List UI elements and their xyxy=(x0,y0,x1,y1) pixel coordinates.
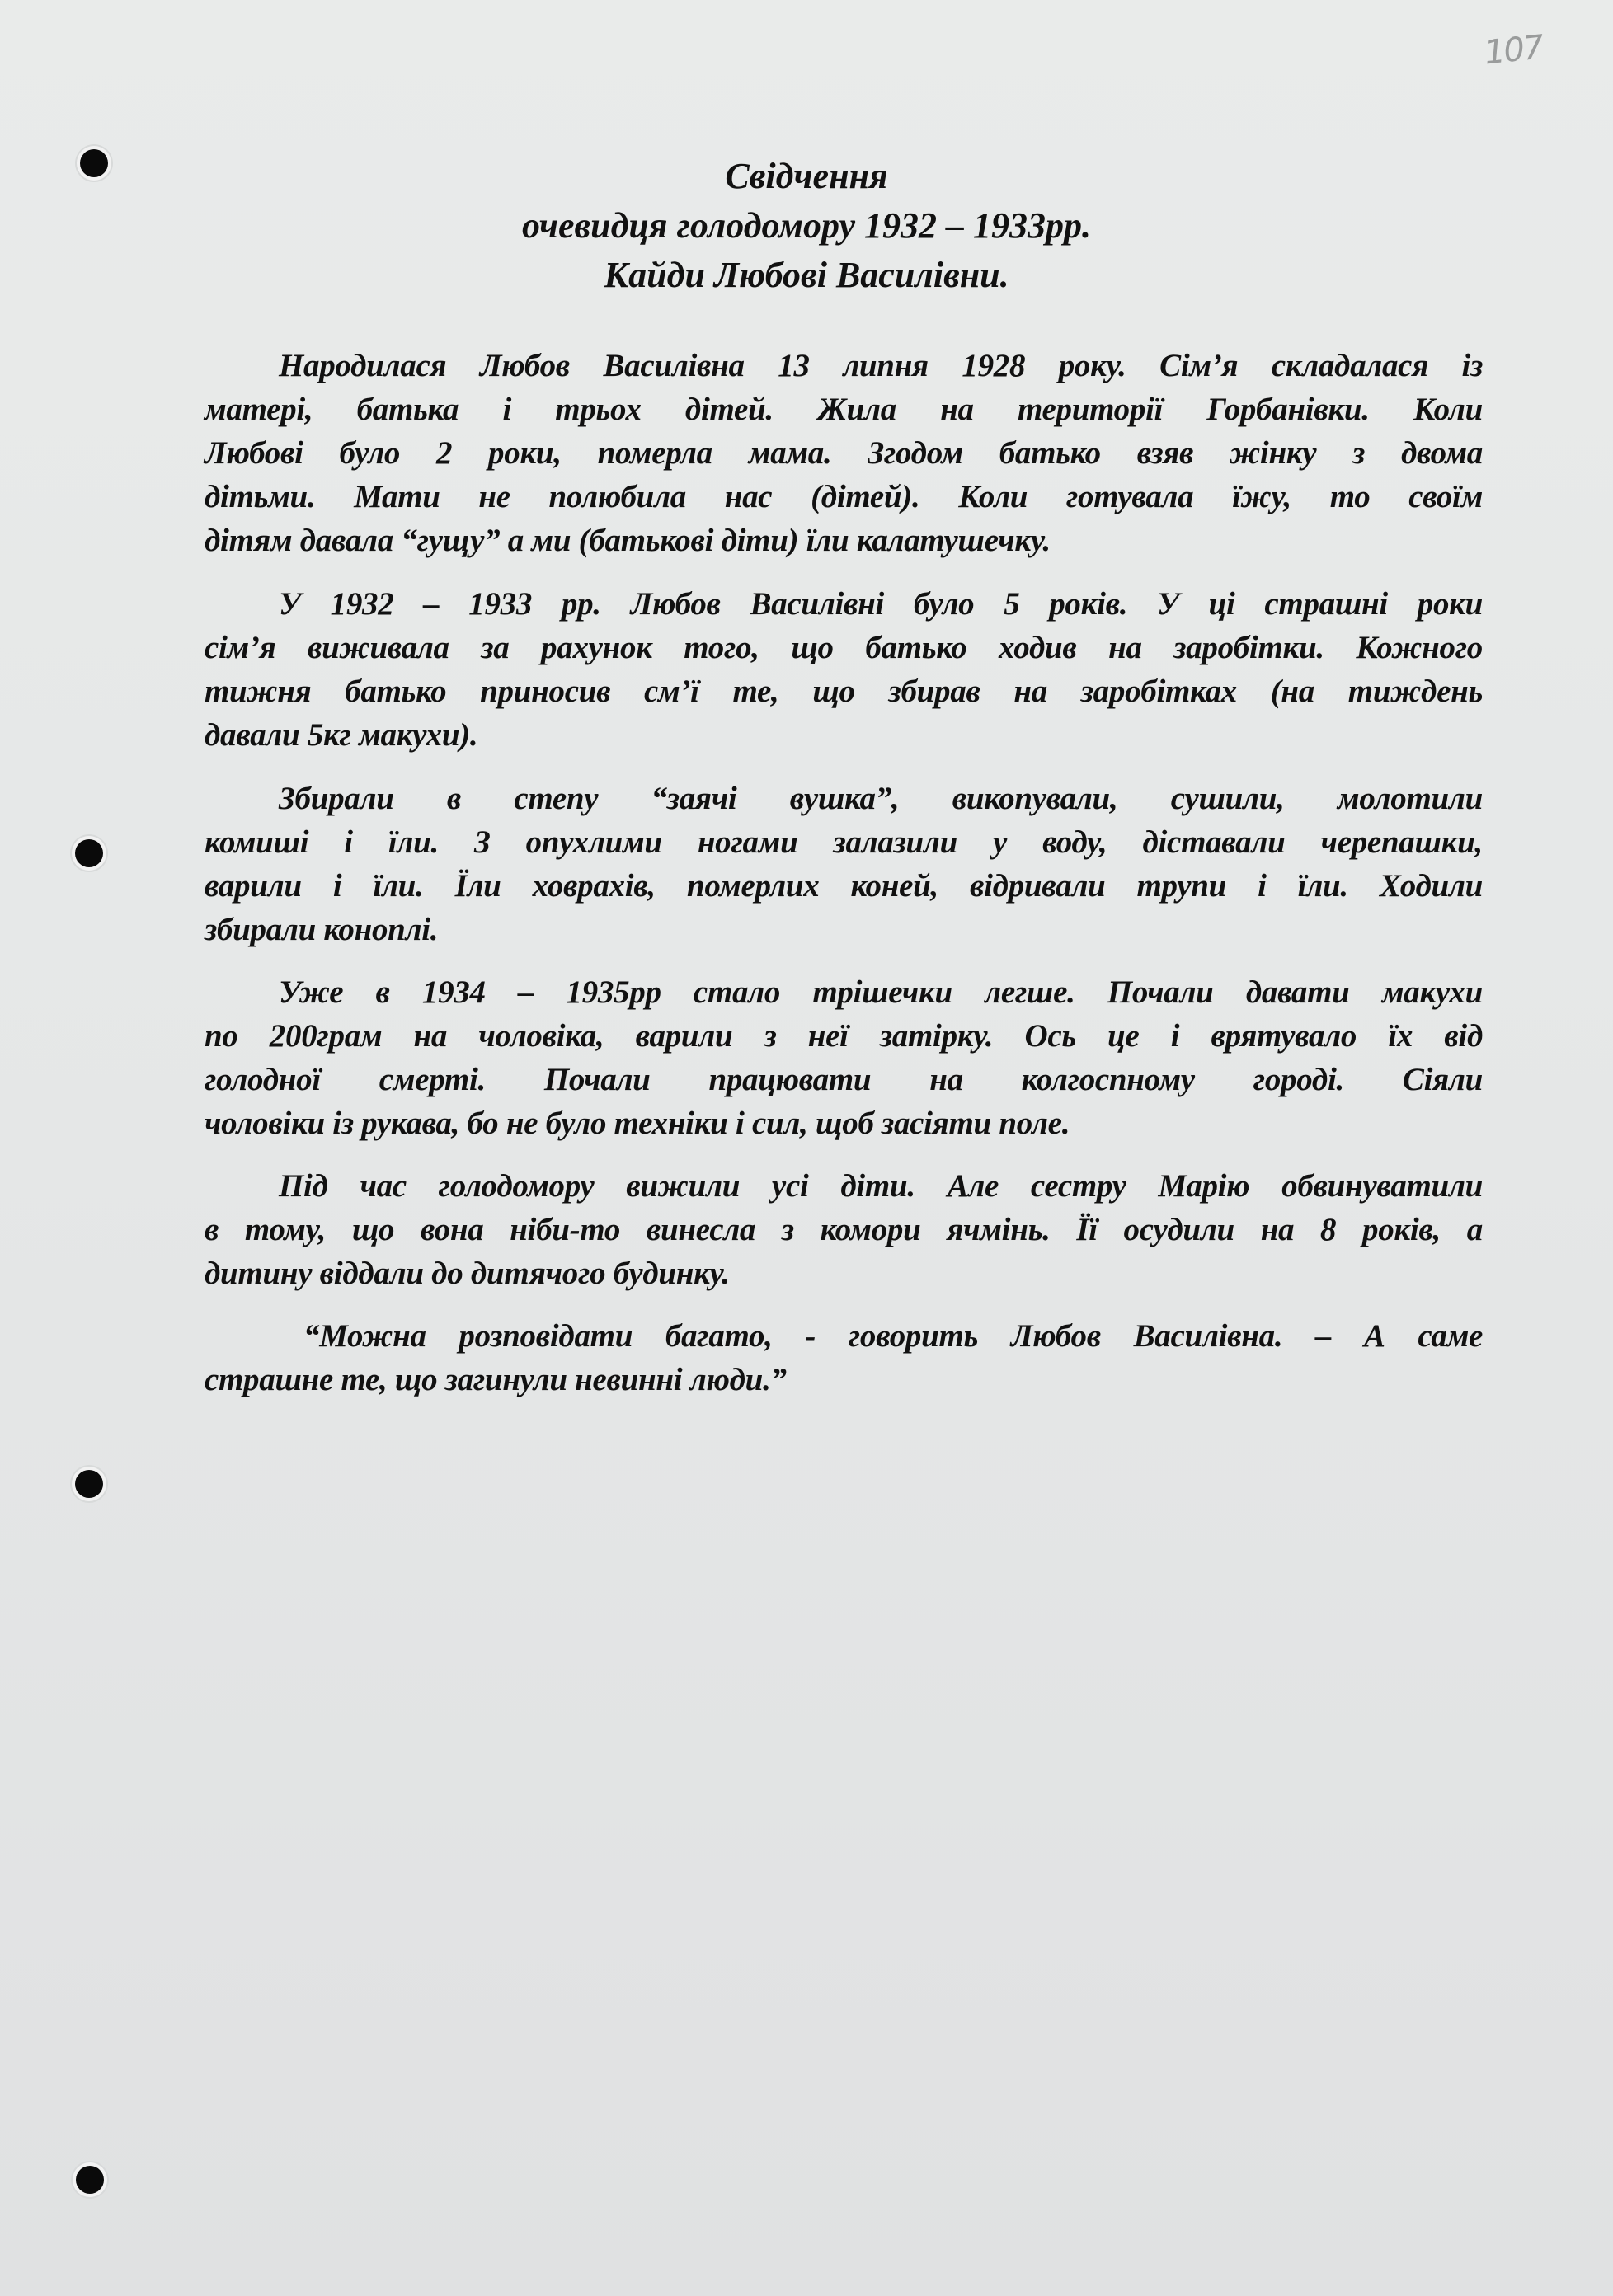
quote-line: “Можна розповідати багато, - говорить Любов Василівна. – А саме xyxy=(303,1318,1483,1354)
document-title: Свідчення xyxy=(725,156,888,196)
paragraph-4-line: по 200грам на чоловіка, варили з неї затірку. Ось це і врятувало їх від xyxy=(205,1018,1483,1054)
document-subtitle: очевидця голодомору 1932 – 1933рр. xyxy=(522,205,1091,246)
paragraph-5-line: Під час голодомору вижили усі діти. Але сестру Марію обвинуватили xyxy=(279,1168,1483,1204)
punch-hole xyxy=(76,2166,104,2194)
paragraph-2-line: У 1932 – 1933 рр. Любов Василівні було 5 років. У ці страшні роки xyxy=(279,586,1483,622)
paragraph-3-line: комиші і їли. З опухлими ногами залазили у воду, діставали черепашки, xyxy=(205,824,1483,860)
paragraph-5-line: в тому, що вона ніби-то винесла з комори ячмінь. Її осудили на 8 років, а xyxy=(205,1212,1483,1247)
paragraph-3-line: збирали коноплі. xyxy=(205,912,439,947)
paragraph-4-line: чоловіки із рукава, бо не було техніки і сил, щоб засіяти поле. xyxy=(205,1106,1070,1141)
document-subject-name: Кайди Любові Василівни. xyxy=(604,255,1009,295)
paragraph-2-line: тижня батько приносив см’ї те, що збирав на заробітках (на тиждень xyxy=(205,674,1483,709)
handwritten-page-number: 107 xyxy=(1482,28,1545,73)
punch-hole xyxy=(75,1470,103,1498)
paragraph-2-line: сім’я виживала за рахунок того, що батько ходив на заробітки. Кожного xyxy=(205,630,1483,665)
paragraph-1-line: матері, батька і трьох дітей. Жила на території Горбанівки. Коли xyxy=(205,392,1483,427)
quote-line: страшне те, що загинули невинні люди.” xyxy=(205,1362,787,1397)
paragraph-1-line: Любові було 2 роки, померла мама. Згодом батько взяв жінку з двома xyxy=(205,435,1483,471)
paragraph-1-line: дітям давала “гущу” а ми (батькові діти) їли калатушечку. xyxy=(205,523,1051,558)
paragraph-1-line: дітьми. Мати не полюбила нас (дітей). Коли готувала їжу, то своїм xyxy=(205,479,1483,514)
punch-hole xyxy=(75,839,103,867)
paragraph-4-line: голодної смерті. Почали працювати на колгоспному городі. Сіяли xyxy=(205,1062,1483,1097)
paragraph-5-line: дитину віддали до дитячого будинку. xyxy=(205,1256,730,1291)
paragraph-4-line: Уже в 1934 – 1935рр стало трішечки легше. Почали давати макухи xyxy=(279,974,1483,1010)
paragraph-1-line: Народилася Любов Василівна 13 липня 1928 року. Сім’я складалася із xyxy=(279,348,1483,383)
paragraph-3-line: варили і їли. Їли ховрахів, померлих коней, відривали трупи і їли. Ходили xyxy=(205,868,1483,904)
paragraph-3-line: Збирали в степу “заячі вушка”, викопували, сушили, молотили xyxy=(279,781,1483,816)
paragraph-2-line: давали 5кг макухи). xyxy=(205,717,478,753)
